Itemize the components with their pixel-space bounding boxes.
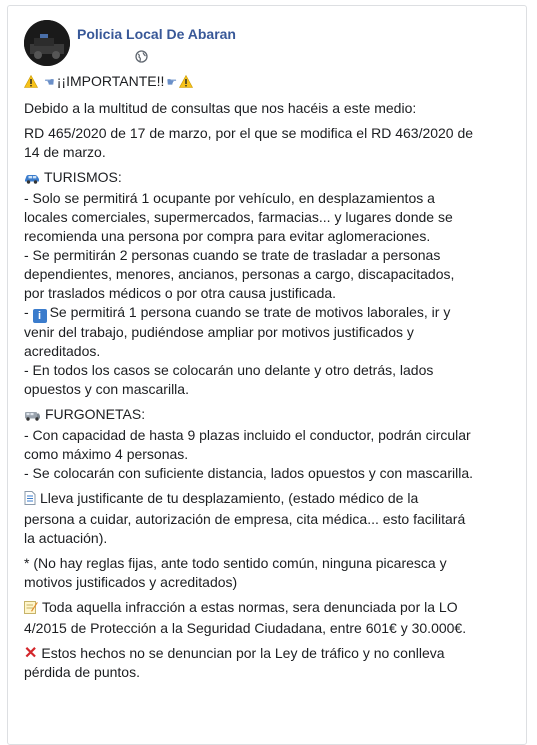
page-name[interactable]: Policia Local De Abaran <box>77 26 236 42</box>
post-title: ¡¡IMPORTANTE!! <box>56 73 165 89</box>
text-line: - Solo se permitirá 1 ocupante por vehículo, en desplazamientos a <box>24 190 435 206</box>
info-line <box>24 303 520 323</box>
pointing-hand-icon: ☛ <box>166 75 178 89</box>
text-line: acreditados. <box>24 343 101 359</box>
text-line: * (No hay reglas fijas, ante todo sentido común, ninguna picaresca y <box>24 555 447 571</box>
post-card <box>7 5 527 745</box>
document-icon <box>24 491 36 510</box>
rd-line: 14 de marzo. <box>24 144 106 160</box>
text-line: locales comerciales, supermercados, farmacias... y lugares donde se <box>24 209 453 225</box>
text-line: 4/2015 de Protección a la Seguridad Ciudadana, entre 601€ y 30.000€. <box>24 620 467 636</box>
information-icon: i <box>33 309 47 323</box>
trafico-section <box>24 644 520 682</box>
warning-icon <box>24 74 38 93</box>
post-title-line <box>24 72 520 93</box>
info-prefix: - <box>24 304 33 320</box>
text-line: opuestos y con mascarilla. <box>24 381 189 397</box>
info-text: Se permitirá 1 persona cuando se trate de motivos laborales, ir y <box>49 304 451 320</box>
text-line: dependientes, menores, ancianos, personas a cargo, discapacitados, <box>24 266 455 282</box>
text-line: pérdida de puntos. <box>24 664 140 680</box>
text-line: motivos justificados y acreditados) <box>24 574 238 590</box>
text-line: Toda aquella infracción a estas normas, sera denunciada por la LO <box>42 599 458 615</box>
text-line: por traslados médicos o por otra causa justificada. <box>24 285 337 301</box>
text-line: recomienda una persona por compra para evitar aglomeraciones. <box>24 228 431 244</box>
warning-icon <box>179 74 193 93</box>
text-line: Lleva justificante de tu desplazamiento, (estado médico de la <box>40 490 419 506</box>
cross-mark-icon: ✕ <box>24 645 38 662</box>
text-line: - Con capacidad de hasta 9 plazas incluido el conductor, podrán circular <box>24 427 471 443</box>
post-body <box>24 72 520 688</box>
furgonetas-section <box>24 405 520 483</box>
turismos-heading-line <box>24 168 520 189</box>
justificante-first-line <box>24 489 520 510</box>
pointing-hand-icon: ☚ <box>44 75 55 89</box>
turismos-heading: TURISMOS: <box>44 169 122 185</box>
rd-paragraph <box>24 124 520 162</box>
text-line: - En todos los casos se colocarán uno delante y otro detrás, lados <box>24 362 434 378</box>
trafico-first-line <box>24 644 520 663</box>
rd-line: RD 465/2020 de 17 de marzo, por el que se modifica el RD 463/2020 de <box>24 125 474 141</box>
text-line: - Se colocarán con suficiente distancia, lados opuestos y con mascarilla. <box>24 465 474 481</box>
infraccion-section <box>24 598 520 638</box>
avatar[interactable] <box>24 20 70 66</box>
furgonetas-heading: FURGONETAS: <box>45 406 146 422</box>
justificante-section <box>24 489 520 548</box>
text-line: venir del trabajo, pudiéndose ampliar por motivos justificados y <box>24 324 414 340</box>
intro-text: Debido a la multitud de consultas que nos hacéis a este medio: <box>24 100 417 116</box>
globe-icon[interactable] <box>135 50 148 63</box>
text-line: como máximo 4 personas. <box>24 446 189 462</box>
text-line: Estos hechos no se denuncian por la Ley de tráfico y no conlleva <box>41 645 445 661</box>
text-line: - Se permitirán 2 personas cuando se trate de trasladar a personas <box>24 247 441 263</box>
turismos-section <box>24 168 520 399</box>
van-icon <box>24 407 41 426</box>
infraccion-first-line <box>24 598 520 619</box>
car-icon <box>24 170 40 189</box>
note-section <box>24 554 520 592</box>
text-line: persona a cuidar, autorización de empresa, cita médica... esto facilitará <box>24 511 466 527</box>
memo-icon <box>24 600 38 619</box>
furgonetas-heading-line <box>24 405 520 426</box>
text-line: la actuación). <box>24 530 108 546</box>
